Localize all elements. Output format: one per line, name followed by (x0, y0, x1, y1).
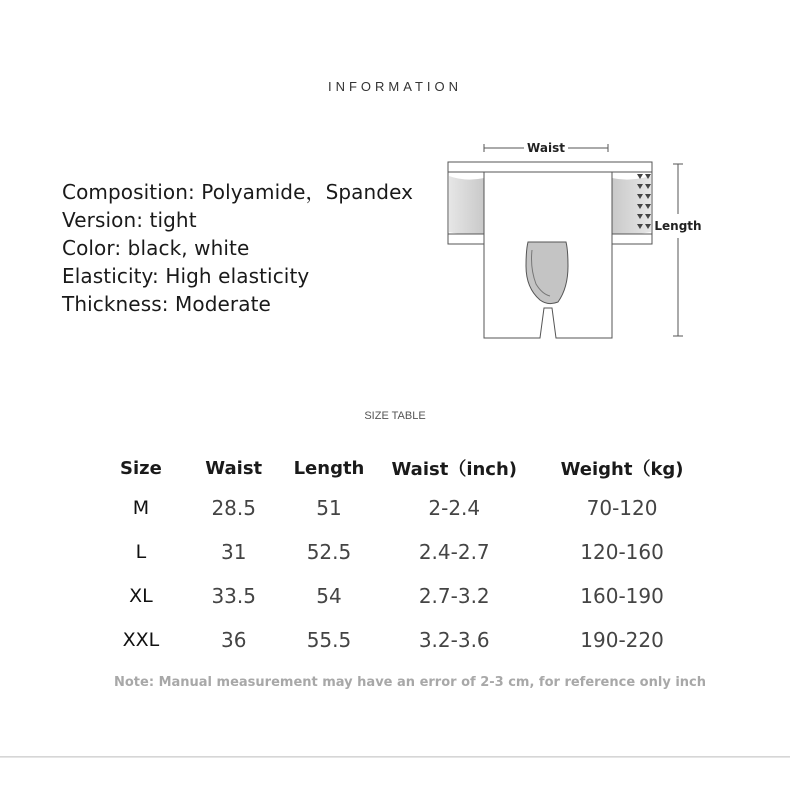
table-row (108, 530, 700, 574)
spec-composition: Composition: Polyamide，Spandex (62, 180, 414, 204)
cell-waist: 33.5 (211, 584, 256, 608)
spec-elasticity: Elasticity: High elasticity (62, 264, 310, 288)
cell-weight: 120-160 (580, 540, 664, 564)
cell-weight: 160-190 (580, 584, 664, 608)
garment-diagram (440, 138, 710, 348)
cell-waist-inch: 3.2-3.6 (418, 628, 490, 652)
spec-list (62, 178, 413, 318)
spec-version: Version: tight (62, 208, 197, 232)
spec-thickness: Thickness: Moderate (62, 292, 271, 316)
cell-waist-inch: 2.7-3.2 (418, 584, 490, 608)
cell-length: 55.5 (306, 628, 352, 652)
cell-waist-inch: 2-2.4 (428, 496, 481, 520)
header-size: Size (120, 457, 162, 479)
cell-waist: 28.5 (211, 496, 256, 520)
cell-size: XXL (122, 629, 160, 651)
header-waist: Waist (205, 457, 263, 479)
waist-label: Waist (527, 141, 565, 155)
size-table-header-row (108, 450, 700, 486)
length-measure-arrow (673, 164, 683, 336)
length-label: Length (654, 219, 702, 233)
cell-size: L (135, 541, 147, 563)
table-row (108, 574, 700, 618)
cell-length: 54 (316, 584, 342, 608)
cell-waist: 36 (221, 628, 247, 652)
size-table-title: SIZE TABLE (364, 410, 426, 422)
header-weight: Weight（kg) (560, 459, 684, 480)
table-row (108, 618, 700, 662)
cell-length: 52.5 (306, 540, 352, 564)
header-waist-inch: Waist（inch) (391, 459, 518, 480)
measurement-note: Note: Manual measurement may have an error of 2-3 cm, for reference only inch (114, 675, 706, 690)
table-row (108, 486, 700, 530)
cell-waist: 31 (221, 540, 247, 564)
size-table (108, 450, 700, 662)
cell-waist-inch: 2.4-2.7 (418, 540, 490, 564)
cell-length: 51 (316, 496, 342, 520)
cell-size: XL (129, 585, 153, 607)
cell-size: M (132, 497, 150, 519)
page-title: INFORMATION (327, 79, 463, 94)
spec-color: Color: black, white (62, 236, 250, 260)
bottom-divider (0, 756, 790, 758)
header-length: Length (293, 457, 365, 479)
cell-weight: 70-120 (586, 496, 658, 520)
cell-weight: 190-220 (580, 628, 664, 652)
